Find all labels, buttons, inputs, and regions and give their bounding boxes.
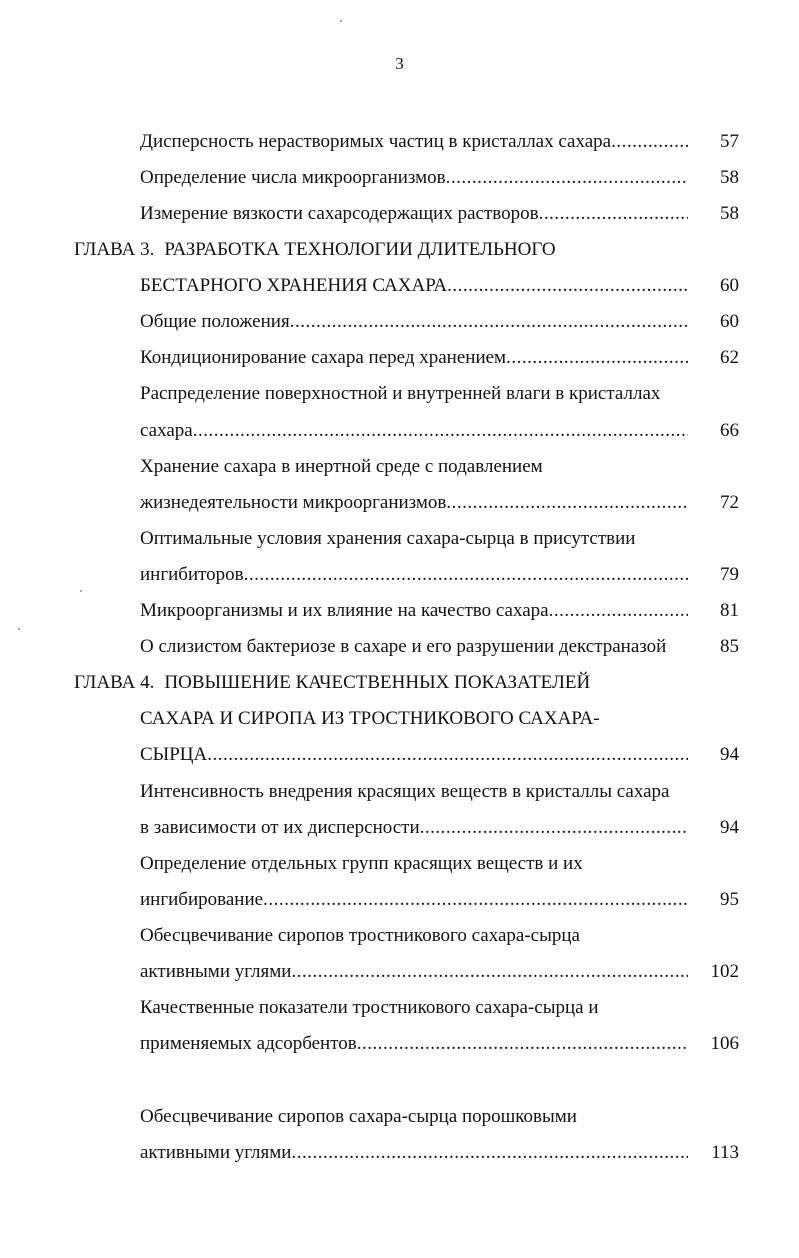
toc-entry-title: Определение отдельных групп красящих веществ и их <box>140 853 583 874</box>
chapter-title-line1: РАЗРАБОТКА ТЕХНОЛОГИИ ДЛИТЕЛЬНОГО <box>164 239 556 260</box>
toc-entry-title: ингибиторов <box>140 564 244 585</box>
chapter-title-line2: БЕСТАРНОГО ХРАНЕНИЯ САХАРА <box>140 275 448 296</box>
chapter-label: ГЛАВА 4. <box>74 672 155 693</box>
toc-page-number: 62 <box>720 347 739 368</box>
toc-entry-title: в зависимости от их дисперсности <box>140 817 420 838</box>
toc-page-number: 94 <box>720 744 739 765</box>
toc-page-number: 81 <box>720 600 739 621</box>
toc-entry-title: Дисперсность нерастворимых частиц в кристаллах сахара <box>140 131 612 152</box>
toc-entry-decolorization-line1 <box>140 924 580 948</box>
dot-leader <box>506 346 688 370</box>
chapter-4-heading <box>74 671 590 695</box>
toc-entry-powder-line1 <box>140 1105 577 1129</box>
dot-leader <box>611 130 688 154</box>
dot-leader <box>549 599 688 623</box>
dot-leader <box>291 960 688 984</box>
dot-leader <box>263 888 688 912</box>
toc-page-number: 79 <box>720 564 739 585</box>
toc-page-number: 72 <box>720 492 739 513</box>
chapter-title-line1: ПОВЫШЕНИЕ КАЧЕСТВЕННЫХ ПОКАЗАТЕЛЕЙ <box>164 672 591 693</box>
dot-leader <box>193 419 688 443</box>
toc-entry-bacteriosis <box>140 635 666 659</box>
toc-entry-title: жизнедеятельности микроорганизмов <box>140 492 447 513</box>
toc-entry-decolorization-line2 <box>140 960 688 984</box>
chapter-4-title-line2 <box>140 707 600 731</box>
dot-leader <box>539 202 688 226</box>
dot-leader <box>420 816 688 840</box>
toc-entry-colorants-line1 <box>140 780 669 804</box>
toc-entry-quality-line1 <box>140 996 599 1020</box>
toc-entry-optimal-line1 <box>140 527 635 551</box>
toc-page-number: 95 <box>720 889 739 910</box>
dot-leader <box>446 166 688 190</box>
toc-entry-moisture-line1 <box>140 382 660 406</box>
chapter-label: ГЛАВА 3. <box>74 239 155 260</box>
toc-page-number: 60 <box>720 275 739 296</box>
toc-entry-title: Хранение сахара в инертной среде с подавлением <box>140 456 543 477</box>
toc-entry-title: Общие положения <box>140 311 290 332</box>
toc-entry-colorants-line2 <box>140 816 688 840</box>
toc-entry-title: Оптимальные условия хранения сахара-сырца в присутствии <box>140 528 636 549</box>
chapter-title-line2: САХАРА И СИРОПА ИЗ ТРОСТНИКОВОГО САХАРА- <box>140 708 600 729</box>
toc-entry-title: Измерение вязкости сахарсодержащих растворов <box>140 203 539 224</box>
toc-entry-title: Распределение поверхностной и внутренней влаги в кристаллах <box>140 383 661 404</box>
dot-leader <box>291 1141 688 1165</box>
toc-entry-general <box>140 310 688 334</box>
page-number: 3 <box>395 54 404 73</box>
toc-entry-microorganisms-quality <box>140 599 688 623</box>
chapter-3-title-line2 <box>140 274 688 298</box>
toc-entry-microorganism-count <box>140 166 688 190</box>
toc-page-number: 57 <box>720 131 739 152</box>
toc-page-number: 85 <box>720 636 739 657</box>
toc-entry-title: Интенсивность внедрения красящих веществ в кристаллы сахара <box>140 781 670 802</box>
toc-entry-title: активными углями <box>140 961 292 982</box>
dot-leader <box>447 274 688 298</box>
scan-speck <box>340 20 342 22</box>
scan-speck <box>80 590 82 592</box>
toc-page-number: 102 <box>710 961 739 982</box>
toc-page-number: 58 <box>720 167 739 188</box>
toc-entry-powder-line2 <box>140 1141 688 1165</box>
toc-entry-dispersity <box>140 130 688 154</box>
toc-entry-viscosity <box>140 202 688 226</box>
toc-entry-groups-line2 <box>140 888 688 912</box>
toc-page-number: 66 <box>720 420 739 441</box>
toc-entry-title: О слизистом бактериозе в сахаре и его разрушении декстраназой <box>140 636 667 657</box>
toc-page-number: 58 <box>720 203 739 224</box>
dot-leader <box>357 1032 688 1056</box>
scan-speck <box>18 628 20 630</box>
toc-entry-inert-line2 <box>140 491 688 515</box>
toc-page-number: 106 <box>710 1033 739 1054</box>
toc-entry-title: ингибирование <box>140 889 264 910</box>
dot-leader <box>244 563 688 587</box>
chapter-4-title-line3 <box>140 743 688 767</box>
toc-entry-groups-line1 <box>140 852 583 876</box>
toc-entry-quality-line2 <box>140 1032 688 1056</box>
toc-entry-title: применяемых адсорбентов <box>140 1033 357 1054</box>
toc-entry-conditioning <box>140 346 688 370</box>
chapter-title-line3: СЫРЦА <box>140 744 208 765</box>
dot-leader <box>446 491 688 515</box>
toc-entry-title: Определение числа микроорганизмов <box>140 167 446 188</box>
toc-entry-title: Обесцвечивание сиропов тростникового сахара-сырца <box>140 925 580 946</box>
toc-entry-title: Качественные показатели тростникового сахара-сырца и <box>140 997 599 1018</box>
dot-leader <box>207 743 688 767</box>
chapter-3-heading <box>74 238 556 262</box>
toc-page-number: 94 <box>720 817 739 838</box>
toc-entry-title: Микроорганизмы и их влияние на качество сахара <box>140 600 549 621</box>
toc-entry-title: активными углями <box>140 1142 292 1163</box>
toc-entry-moisture-line2 <box>140 419 688 443</box>
toc-entry-title: Обесцвечивание сиропов сахара-сырца порошковыми <box>140 1106 577 1127</box>
toc-entry-title: сахара <box>140 420 193 441</box>
toc-entry-optimal-line2 <box>140 563 688 587</box>
toc-entry-title: Кондиционирование сахара перед хранением <box>140 347 507 368</box>
dot-leader <box>290 310 688 334</box>
toc-page-number: 60 <box>720 311 739 332</box>
toc-page-number: 113 <box>711 1142 739 1163</box>
toc-entry-inert-line1 <box>140 455 543 479</box>
